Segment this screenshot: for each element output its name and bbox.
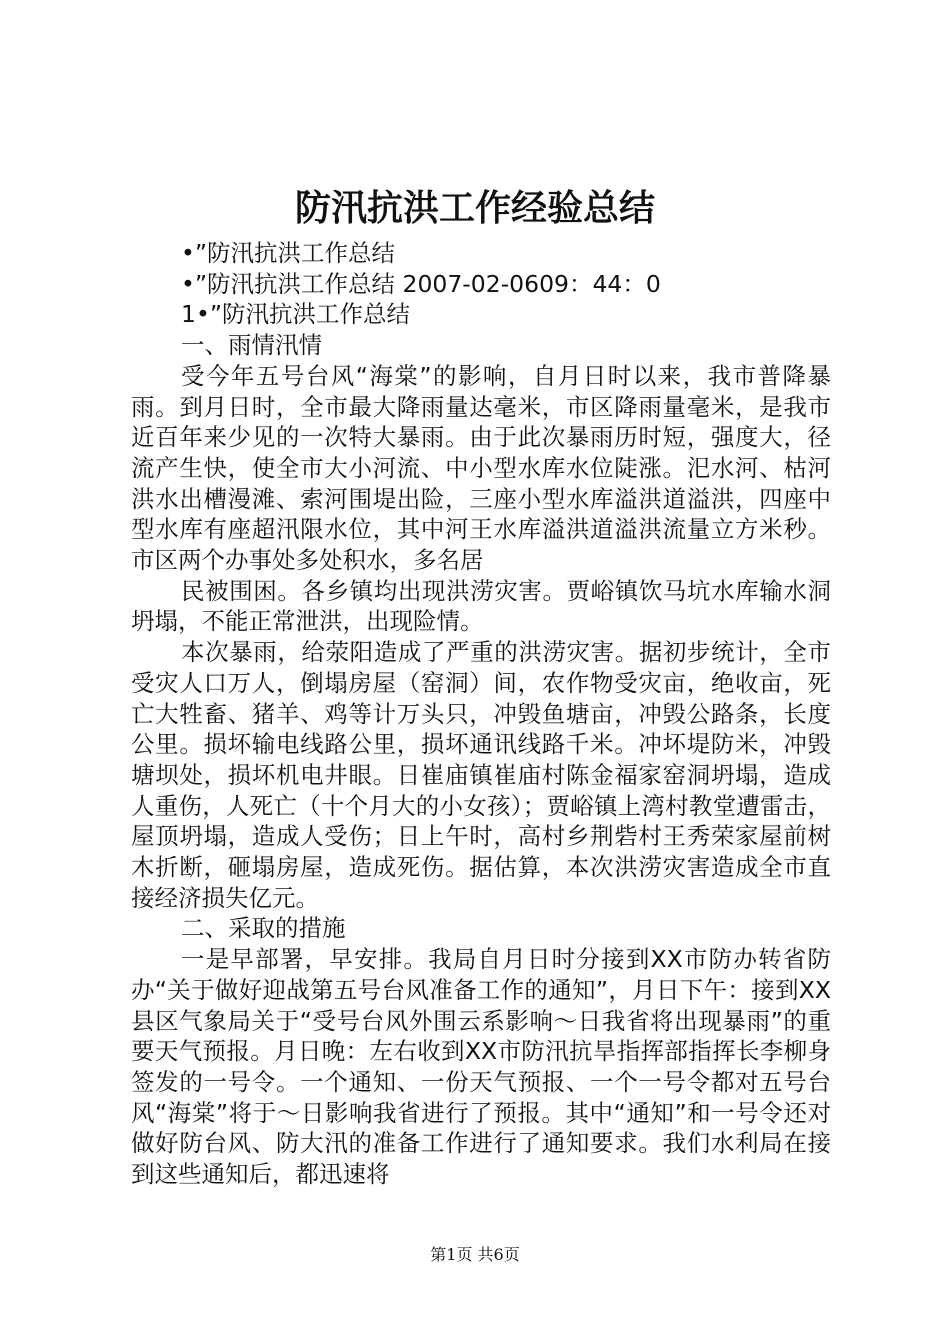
page-footer: 第1页 共6页 [430,1245,520,1264]
meta-line: 1•”防汛抗洪工作总结 [181,300,410,329]
document-title: 防汛抗洪工作经验总结 [294,187,655,229]
meta-line: •”防汛抗洪工作总结 [181,239,396,267]
paragraph: 本次暴雨，给荥阳造成了严重的洪涝灾害。据初步统计，全市受灾人口万人，倒塌房屋（窑洞）间，农作物受灾亩，绝收亩，死亡大牲畜、猪羊、鸡等计万头只，冲毁鱼塘亩，冲毁公路条，长度公里。损坏输电线路公里，损坏通讯线路千米。冲坏堤防米，冲毁塘坝处，损坏机电井眼。日崔庙镇崔庙村陈金福家窑洞坍塌，造成人重伤，人死亡（十个月大的小女孩）；贾峪镇上湾村教堂遭雷击，屋顶坍塌，造成人受伤；日上午时，高村乡荆砦村王秀荣家屋前树木折断，砸塌房屋，造成死伤。据估算，本次洪涝灾害造成全市直接经济损失亿元。 [131,638,831,912]
section-heading: 二、采取的措施 [181,914,346,943]
meta-line: •”防汛抗洪工作总结 2007-02-0609：44：0 [181,269,661,298]
paragraph: 一是早部署，早安排。我局自月日时分接到XX市防办转省防办“关于做好迎战第五号台风准备工作的通知”，月日下午：接到XX县区气象局关于“受号台风外围云系影响～日我省将出现暴雨”的重要天气预报。月日晚：左右收到XX市防汛抗旱指挥部指挥长李柳身签发的一号令。一个通知、一份天气预报、一个一号令都对五号台风“海棠”将于～日影响我省进行了预报。其中“通知”和一号令还对做好防台风、防大汛的准备工作进行了通知要求。我们水利局在接到这些通知后，都迅速将 [131,945,831,1189]
paragraph: 受今年五号台风“海棠”的影响，自月日时以来，我市普降暴雨。到月日时，全市最大降雨量达毫米，市区降雨量毫米，是我市近百年来少见的一次特大暴雨。由于此次暴雨历时短，强度大，径流产生快，使全市大小河流、中小型水库水位陡涨。汜水河、枯河洪水出槽漫滩、索河围堤出险，三座小型水库溢洪道溢洪，四座中型水库有座超汛限水位，其中河王水库溢洪道溢洪流量立方米秒。市区两个办事处多处积水，多名居 [131,361,831,575]
document-body [131,238,831,1190]
section-heading: 一、雨情汛情 [181,331,322,360]
paragraph: 民被围困。各乡镇均出现洪涝灾害。贾峪镇饮马坑水库输水洞坍塌，不能正常泄洪，出现险情。 [131,576,831,636]
